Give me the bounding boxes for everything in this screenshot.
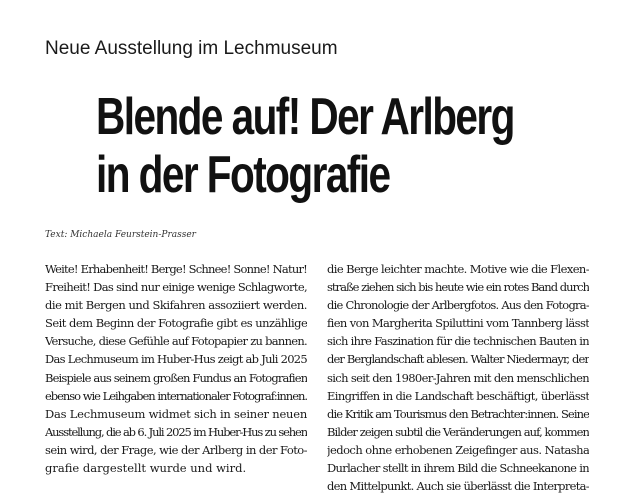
body-text-line: Eingriffen in die Landschaft beschäftigt, überlässt [327, 388, 589, 403]
body-text-line: fien von Margherita Spiluttini vom Tannberg lässt [327, 316, 589, 331]
body-text-line: Seit dem Beginn der Fotografie gibt es unzählige [45, 316, 307, 331]
article-title [96, 88, 514, 204]
body-column-right [327, 260, 589, 495]
article-title-line-2: in der Fotografie [96, 146, 390, 204]
body-text-line: Bilder zeigen subtil die Veränderungen auf, kommen [327, 424, 589, 439]
body-text-line: Das Lechmuseum widmet sich in seiner neuen [45, 406, 307, 421]
body-text-line: straße ziehen sich bis heute wie ein rotes Band durch [327, 280, 589, 295]
body-text-line: Ausstellung, die ab 6. Juli 2025 im Huber-Hus zu sehen [45, 424, 307, 439]
article-kicker: Neue Ausstellung im Lechmuseum [45, 38, 338, 59]
body-text-line: sich seit den 1980er-Jahren mit den menschlichen [327, 370, 589, 385]
body-column-left [45, 260, 307, 477]
body-text-line: jedoch ohne erhobenen Zeigefinger aus. Natasha [327, 442, 589, 457]
body-text-line: Freiheit! Das sind nur einige wenige Schlagworte, [45, 280, 307, 295]
body-text-line: die mit Bergen und Skifahren assoziiert werden. [45, 298, 307, 313]
body-text-line: Weite! Erhabenheit! Berge! Schnee! Sonne! Natur! [45, 262, 307, 276]
body-text-line: grafie dargestellt wurde und wird. [45, 461, 247, 476]
body-text-line: sein wird, der Frage, wie der Arlberg in der Foto- [45, 442, 307, 457]
body-text-line: Das Lechmuseum im Huber-Hus zeigt ab Juli 2025 [45, 352, 307, 367]
body-text-line: ebenso wie Leihgaben internationaler Fotograf:innen. [45, 388, 307, 403]
article-byline: Text: Michaela Feurstein-Prasser [45, 230, 196, 240]
body-text-line: den Mittelpunkt. Auch sie überlässt die Interpreta- [327, 479, 589, 494]
body-text-line: die Berge leichter machte. Motive wie die Flexen- [327, 262, 589, 276]
body-text-line: die Chronologie der Arlbergfotos. Aus den Fotogra- [327, 298, 589, 313]
body-text-line: Durlacher stellt in ihrem Bild die Schneekanone in [327, 461, 589, 476]
body-text-line: der Berglandschaft ablesen. Walter Niedermayr, der [327, 352, 589, 367]
body-text-line: Beispiele aus seinem großen Fundus an Fotografien [45, 370, 307, 385]
body-text-line: die Kritik am Tourismus den Betrachter:innen. Seine [327, 406, 589, 421]
body-text-line: sich ihre Faszination für die technischen Bauten in [327, 334, 589, 349]
article-title-line-1: Blende auf! Der Arlberg [96, 88, 514, 146]
body-text-line: Versuche, diese Gefühle auf Fotopapier zu bannen. [45, 334, 307, 349]
